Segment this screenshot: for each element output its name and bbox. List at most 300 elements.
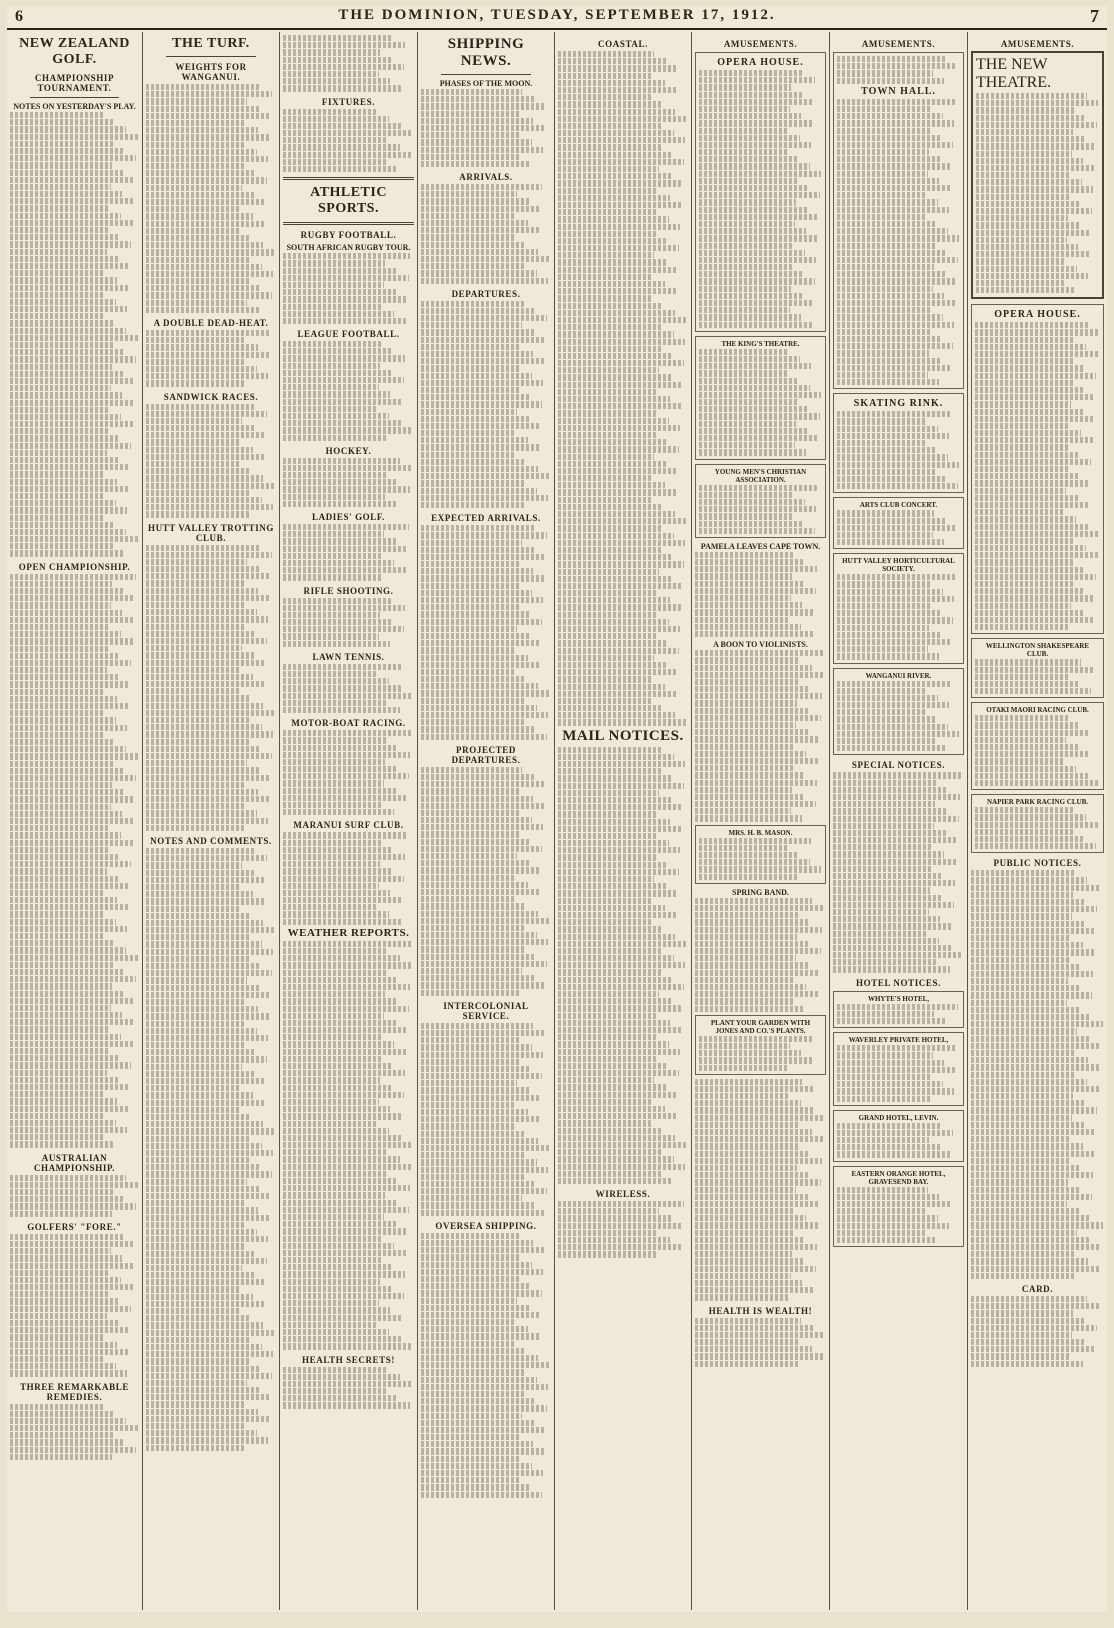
text-line xyxy=(146,425,254,431)
text-line xyxy=(971,892,1073,898)
text-line xyxy=(421,184,542,190)
text-line xyxy=(421,1456,520,1462)
text-line xyxy=(283,1092,404,1098)
text-line xyxy=(558,317,687,323)
text-line xyxy=(10,493,104,499)
text-line xyxy=(283,1077,380,1083)
text-line xyxy=(283,1192,385,1198)
text-line xyxy=(558,775,672,781)
text-line xyxy=(558,698,652,704)
text-line xyxy=(558,1013,658,1019)
text-line xyxy=(695,912,798,918)
text-line xyxy=(10,796,135,802)
subheading: LAWN TENNIS. xyxy=(312,651,385,662)
text-line xyxy=(558,898,653,904)
text-line xyxy=(695,1093,789,1099)
text-line xyxy=(558,1020,670,1026)
text-line xyxy=(10,364,112,370)
text-line xyxy=(283,318,406,324)
text-line xyxy=(837,63,956,69)
text-line xyxy=(971,1266,1100,1272)
text-line xyxy=(695,948,821,954)
text-line xyxy=(146,645,242,651)
text-line xyxy=(10,1041,133,1047)
text-line xyxy=(695,700,797,706)
text-line xyxy=(10,940,114,946)
text-line xyxy=(146,1157,249,1163)
text-line xyxy=(971,1158,1069,1164)
text-line xyxy=(558,137,685,143)
text-line xyxy=(695,984,806,990)
text-line xyxy=(695,1266,816,1272)
text-line xyxy=(146,84,260,90)
text-line xyxy=(975,843,1096,849)
text-line xyxy=(971,942,1083,948)
text-line xyxy=(10,1277,121,1283)
ad-title: OPERA HOUSE. xyxy=(717,57,804,68)
ad-title: WHYTE'S HOTEL, xyxy=(867,994,930,1003)
text-line xyxy=(975,674,1069,680)
text-line xyxy=(421,263,525,269)
text-line xyxy=(10,861,131,867)
text-line xyxy=(10,631,121,637)
text-line xyxy=(833,772,961,778)
text-line xyxy=(10,883,130,889)
text-line xyxy=(975,766,1076,772)
text-line xyxy=(971,906,1097,912)
text-line xyxy=(146,278,249,284)
text-line xyxy=(146,490,250,496)
subheading: RIFLE SHOOTING. xyxy=(303,585,394,596)
text-line xyxy=(146,906,240,912)
text-line xyxy=(10,811,122,817)
text-line xyxy=(558,1120,652,1126)
text-line xyxy=(975,509,1065,515)
text-line xyxy=(558,195,670,201)
ad-box xyxy=(695,336,826,460)
text-line xyxy=(10,471,105,477)
text-line xyxy=(146,156,268,162)
text-line xyxy=(699,221,795,227)
ad-box xyxy=(833,991,964,1029)
text-line xyxy=(975,516,1076,522)
text-line xyxy=(10,674,118,680)
text-line xyxy=(699,370,788,376)
text-line xyxy=(695,729,808,735)
text-line xyxy=(10,1211,112,1217)
text-line xyxy=(976,179,1082,185)
text-line xyxy=(421,875,516,881)
text-line xyxy=(833,844,933,850)
text-line xyxy=(975,538,1075,544)
text-line xyxy=(975,502,1089,508)
text-line xyxy=(558,962,685,968)
masthead-title: THE DOMINION, TUESDAY, SEPTEMBER 17, 1912. xyxy=(338,7,776,23)
text-line xyxy=(558,346,661,352)
text-line xyxy=(421,1152,525,1158)
text-line xyxy=(699,142,811,148)
text-line xyxy=(146,1078,266,1084)
text-line xyxy=(837,1123,942,1129)
text-line xyxy=(421,867,541,873)
text-line xyxy=(695,573,792,579)
text-line xyxy=(971,1172,1093,1178)
text-line xyxy=(421,401,542,407)
subheading: PUBLIC NOTICES. xyxy=(993,858,1082,869)
text-line xyxy=(971,964,1081,970)
text-line xyxy=(421,853,517,859)
text-line xyxy=(421,1384,548,1390)
text-line xyxy=(699,1065,789,1071)
text-line xyxy=(421,365,520,371)
text-line xyxy=(10,378,135,384)
text-line xyxy=(971,1057,1088,1063)
text-line xyxy=(975,588,1084,594)
text-line xyxy=(975,329,1099,335)
text-line xyxy=(558,547,661,553)
text-line xyxy=(283,1250,406,1256)
text-line xyxy=(971,1000,1067,1006)
text-line xyxy=(421,846,542,852)
text-line xyxy=(558,410,657,416)
text-line xyxy=(975,814,1086,820)
text-line xyxy=(283,1041,394,1047)
text-line xyxy=(146,366,257,372)
text-line xyxy=(699,163,810,169)
text-line xyxy=(837,1081,943,1087)
text-line xyxy=(971,1325,1097,1331)
text-line xyxy=(699,171,821,177)
text-line xyxy=(975,531,1099,537)
text-line xyxy=(699,250,805,256)
ad-title: EASTERN ORANGE HOTEL, GRAVESEND BAY. xyxy=(851,1169,946,1186)
text-line xyxy=(695,552,793,558)
text-line xyxy=(975,744,1078,750)
text-line xyxy=(421,1305,529,1311)
text-line xyxy=(975,659,1081,665)
text-line xyxy=(695,1287,814,1293)
subheading: FIXTURES. xyxy=(321,96,376,107)
text-line xyxy=(283,897,402,903)
text-line xyxy=(421,1247,545,1253)
text-line xyxy=(421,394,530,400)
text-line xyxy=(146,307,259,313)
text-line xyxy=(837,113,943,119)
text-line xyxy=(283,1228,407,1234)
text-line xyxy=(558,425,680,431)
text-line xyxy=(695,1143,798,1149)
text-line xyxy=(976,258,1066,264)
text-line xyxy=(283,840,381,846)
text-line xyxy=(146,163,244,169)
text-line xyxy=(421,322,522,328)
text-line xyxy=(10,588,124,594)
text-line xyxy=(10,198,134,204)
text-line xyxy=(558,540,685,546)
text-line xyxy=(146,149,257,155)
text-line xyxy=(421,1333,539,1339)
text-line xyxy=(146,767,259,773)
text-line xyxy=(558,152,672,158)
text-line xyxy=(837,350,929,356)
text-line xyxy=(971,1093,1073,1099)
newspaper-page xyxy=(7,6,1107,1612)
text-line xyxy=(837,518,945,524)
text-line xyxy=(695,672,823,678)
text-line xyxy=(10,486,129,492)
text-line xyxy=(971,1361,1083,1367)
text-line xyxy=(421,1167,548,1173)
text-line xyxy=(10,955,138,961)
text-line xyxy=(421,1312,541,1318)
subheading: ARRIVALS. xyxy=(459,172,513,183)
text-line xyxy=(833,837,957,843)
text-line xyxy=(10,507,127,513)
text-line xyxy=(283,876,404,882)
ad-title: TOWN HALL. xyxy=(861,85,936,97)
text-line xyxy=(283,1070,405,1076)
text-line xyxy=(421,1290,542,1296)
text-line xyxy=(146,1171,272,1177)
subheading: PROJECTED DEPARTURES. xyxy=(451,744,521,765)
text-line xyxy=(283,1178,398,1184)
text-line xyxy=(146,891,253,897)
text-line xyxy=(10,1270,109,1276)
text-line xyxy=(558,1034,657,1040)
text-line xyxy=(695,1318,801,1324)
text-line xyxy=(10,1320,118,1326)
text-line xyxy=(10,155,136,161)
text-line xyxy=(837,1194,939,1200)
text-line xyxy=(146,862,242,868)
text-line xyxy=(146,595,270,601)
text-line xyxy=(833,830,946,836)
text-line xyxy=(971,1194,1092,1200)
text-line xyxy=(976,280,1065,286)
text-line xyxy=(695,1353,823,1359)
text-line xyxy=(695,722,796,728)
text-line xyxy=(283,458,400,464)
subheading: WIRELESS. xyxy=(595,1189,651,1200)
text-line xyxy=(146,292,272,298)
text-line xyxy=(558,1056,656,1062)
text-line xyxy=(10,775,136,781)
text-line xyxy=(558,58,666,64)
text-line xyxy=(558,511,675,517)
text-line xyxy=(10,660,131,666)
subheading: PHASES OF THE MOON. xyxy=(439,79,533,88)
text-line xyxy=(283,574,381,580)
text-line xyxy=(837,1201,950,1207)
text-line xyxy=(146,1272,254,1278)
text-line xyxy=(283,531,384,537)
text-line xyxy=(283,759,385,765)
text-line xyxy=(146,985,259,991)
text-line xyxy=(975,401,1071,407)
text-line xyxy=(10,1356,104,1362)
text-line xyxy=(421,860,529,866)
text-line xyxy=(975,380,1073,386)
text-line xyxy=(695,1258,804,1264)
text-line xyxy=(146,113,271,119)
text-line xyxy=(558,303,663,309)
text-line xyxy=(976,208,1092,214)
text-line xyxy=(146,688,240,694)
text-line xyxy=(971,985,1080,991)
text-line xyxy=(421,640,541,646)
text-line xyxy=(283,377,404,383)
text-line xyxy=(146,475,263,481)
text-line xyxy=(558,1178,672,1184)
text-line xyxy=(833,873,943,879)
text-line xyxy=(146,249,275,255)
text-line xyxy=(421,547,534,553)
text-line xyxy=(146,913,251,919)
text-line xyxy=(10,320,114,326)
text-line xyxy=(10,292,104,298)
text-line xyxy=(833,887,930,893)
text-line xyxy=(10,443,131,449)
text-line xyxy=(10,162,112,168)
text-line xyxy=(10,1182,138,1188)
text-line xyxy=(10,277,117,283)
text-line xyxy=(699,293,802,299)
text-line xyxy=(283,861,380,867)
text-line xyxy=(146,504,273,510)
text-line xyxy=(10,285,129,291)
text-line xyxy=(558,1041,669,1047)
text-line xyxy=(558,840,669,846)
text-line xyxy=(421,1262,532,1268)
subheading: NOTES AND COMMENTS. xyxy=(150,836,272,846)
text-line xyxy=(837,709,926,715)
text-line xyxy=(837,1018,945,1024)
text-line xyxy=(421,1116,539,1122)
text-line xyxy=(699,120,812,126)
text-line xyxy=(421,583,520,589)
text-line xyxy=(10,897,117,903)
text-line xyxy=(146,616,268,622)
text-line xyxy=(695,1194,808,1200)
text-line xyxy=(146,213,253,219)
text-line xyxy=(10,689,105,695)
text-line xyxy=(837,178,939,184)
text-line xyxy=(421,1037,520,1043)
text-line xyxy=(10,1084,130,1090)
text-line xyxy=(283,42,405,48)
text-line xyxy=(146,127,258,133)
text-line xyxy=(695,1222,818,1228)
text-line xyxy=(10,1077,118,1083)
text-line xyxy=(558,1215,671,1221)
text-line xyxy=(558,977,672,983)
text-line xyxy=(146,566,259,572)
text-line xyxy=(421,690,550,696)
text-line xyxy=(971,1122,1084,1128)
text-line xyxy=(421,1298,517,1304)
text-line xyxy=(10,1034,121,1040)
text-line xyxy=(975,322,1088,328)
text-line xyxy=(283,166,398,172)
text-line xyxy=(695,758,818,764)
text-line xyxy=(10,119,114,125)
text-line xyxy=(837,589,943,595)
text-line xyxy=(976,165,1094,171)
text-line xyxy=(558,475,653,481)
text-line xyxy=(695,1100,801,1106)
text-line xyxy=(283,788,396,794)
text-line xyxy=(421,409,517,415)
text-line xyxy=(837,462,959,468)
section-title: ATHLETIC SPORTS. xyxy=(310,185,387,217)
text-line xyxy=(146,404,255,410)
text-line xyxy=(10,479,117,485)
text-line xyxy=(699,349,789,355)
text-line xyxy=(146,373,268,379)
text-line xyxy=(695,1136,823,1142)
text-line xyxy=(558,101,663,107)
text-line xyxy=(975,822,1098,828)
text-line xyxy=(558,883,666,889)
text-line xyxy=(421,824,543,830)
text-line xyxy=(558,166,659,172)
text-line xyxy=(146,1351,273,1357)
ad-title: THE NEW THEATRE. xyxy=(976,56,1052,91)
text-line xyxy=(421,982,546,988)
text-line xyxy=(971,1251,1076,1257)
text-line xyxy=(699,492,794,498)
text-line xyxy=(146,825,244,831)
text-line xyxy=(146,1013,270,1019)
text-line xyxy=(558,934,675,940)
text-line xyxy=(283,1402,410,1408)
text-line xyxy=(833,816,959,822)
ad-title: HUTT VALLEY HORTICULTURAL SOCIETY. xyxy=(842,557,955,574)
text-line xyxy=(837,688,927,694)
text-line xyxy=(421,154,519,160)
ad-title: WELLINGTON SHAKESPEARE CLUB. xyxy=(985,642,1090,659)
text-line xyxy=(10,983,112,989)
text-line xyxy=(146,992,271,998)
text-line xyxy=(695,679,798,685)
subheading: WEIGHTS FOR WANGANUI. xyxy=(175,62,247,82)
text-line xyxy=(695,919,810,925)
text-line xyxy=(558,847,680,853)
text-line xyxy=(146,920,263,926)
section-title: WEATHER REPORTS. xyxy=(287,926,410,939)
text-line xyxy=(146,884,241,890)
text-line xyxy=(558,761,685,767)
text-line xyxy=(421,817,532,823)
text-line xyxy=(975,409,1083,415)
text-line xyxy=(558,446,679,452)
text-line xyxy=(558,597,670,603)
text-line xyxy=(695,693,822,699)
text-line xyxy=(695,1325,813,1331)
text-line xyxy=(975,751,1089,757)
text-line xyxy=(695,1346,812,1352)
text-line xyxy=(10,1070,107,1076)
ad-box xyxy=(833,1166,964,1248)
text-line xyxy=(558,554,672,560)
text-line xyxy=(975,387,1084,393)
text-line xyxy=(146,602,245,608)
text-line xyxy=(283,1142,413,1148)
text-line xyxy=(558,783,684,789)
text-line xyxy=(283,678,389,684)
text-line xyxy=(10,500,116,506)
text-line xyxy=(837,228,948,234)
